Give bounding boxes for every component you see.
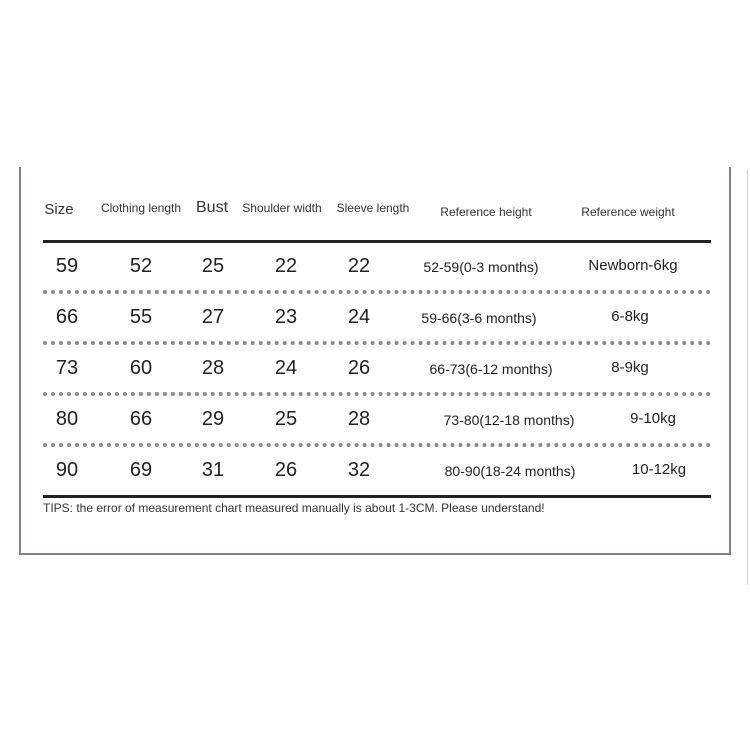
table-row [43, 396, 711, 447]
cell-clothing-length: 69 [129, 459, 153, 481]
table-header [43, 167, 711, 243]
cell-size: 80 [55, 408, 79, 430]
table-row [43, 345, 711, 396]
cell-size: 90 [55, 459, 79, 481]
cell-clothing-length: 66 [129, 408, 153, 430]
cell-sleeve-length: 22 [347, 255, 371, 277]
cell-size: 59 [55, 255, 79, 277]
cell-reference-height: 80-90(18-24 months) [444, 463, 576, 479]
cell-reference-weight: 6-8kg [611, 308, 649, 325]
cell-reference-weight: Newborn-6kg [588, 257, 678, 274]
table-row [43, 447, 711, 498]
cell-reference-weight: 10-12kg [631, 461, 687, 478]
cell-shoulder-width: 24 [274, 357, 298, 379]
cell-bust: 25 [201, 255, 225, 277]
cell-shoulder-width: 26 [274, 459, 298, 481]
table-row [43, 243, 711, 294]
cell-reference-height: 59-66(3-6 months) [421, 310, 537, 326]
size-chart-table [43, 167, 711, 498]
cell-reference-weight: 8-9kg [611, 359, 649, 376]
cell-reference-height: 66-73(6-12 months) [429, 361, 553, 377]
cell-sleeve-length: 26 [347, 357, 371, 379]
header-shoulder-width: Shoulder width [242, 201, 322, 215]
cell-bust: 28 [201, 357, 225, 379]
cell-size: 66 [55, 306, 79, 328]
size-chart-card [19, 167, 731, 555]
header-reference-height: Reference height [440, 205, 532, 219]
cell-reference-height: 73-80(12-18 months) [443, 412, 575, 428]
cell-shoulder-width: 25 [274, 408, 298, 430]
cell-sleeve-length: 24 [347, 306, 371, 328]
cell-sleeve-length: 28 [347, 408, 371, 430]
cell-shoulder-width: 22 [274, 255, 298, 277]
cell-reference-height: 52-59(0-3 months) [423, 259, 539, 275]
header-reference-weight: Reference weight [581, 205, 675, 219]
cell-clothing-length: 52 [129, 255, 153, 277]
cell-reference-weight: 9-10kg [630, 410, 676, 427]
cell-size: 73 [55, 357, 79, 379]
cell-bust: 29 [201, 408, 225, 430]
cell-clothing-length: 55 [129, 306, 153, 328]
header-clothing-length: Clothing length [100, 201, 182, 215]
header-size: Size [44, 201, 74, 218]
header-sleeve-length: Sleeve length [336, 201, 410, 215]
cell-sleeve-length: 32 [347, 459, 371, 481]
cell-bust: 31 [201, 459, 225, 481]
cell-bust: 27 [201, 306, 225, 328]
cell-clothing-length: 60 [129, 357, 153, 379]
header-bust: Bust [195, 199, 229, 216]
cell-shoulder-width: 23 [274, 306, 298, 328]
right-edge-line [747, 170, 748, 585]
tips-note: TIPS: the error of measurement chart measured manually is about 1-3CM. Please understand! [43, 501, 545, 515]
table-row [43, 294, 711, 345]
